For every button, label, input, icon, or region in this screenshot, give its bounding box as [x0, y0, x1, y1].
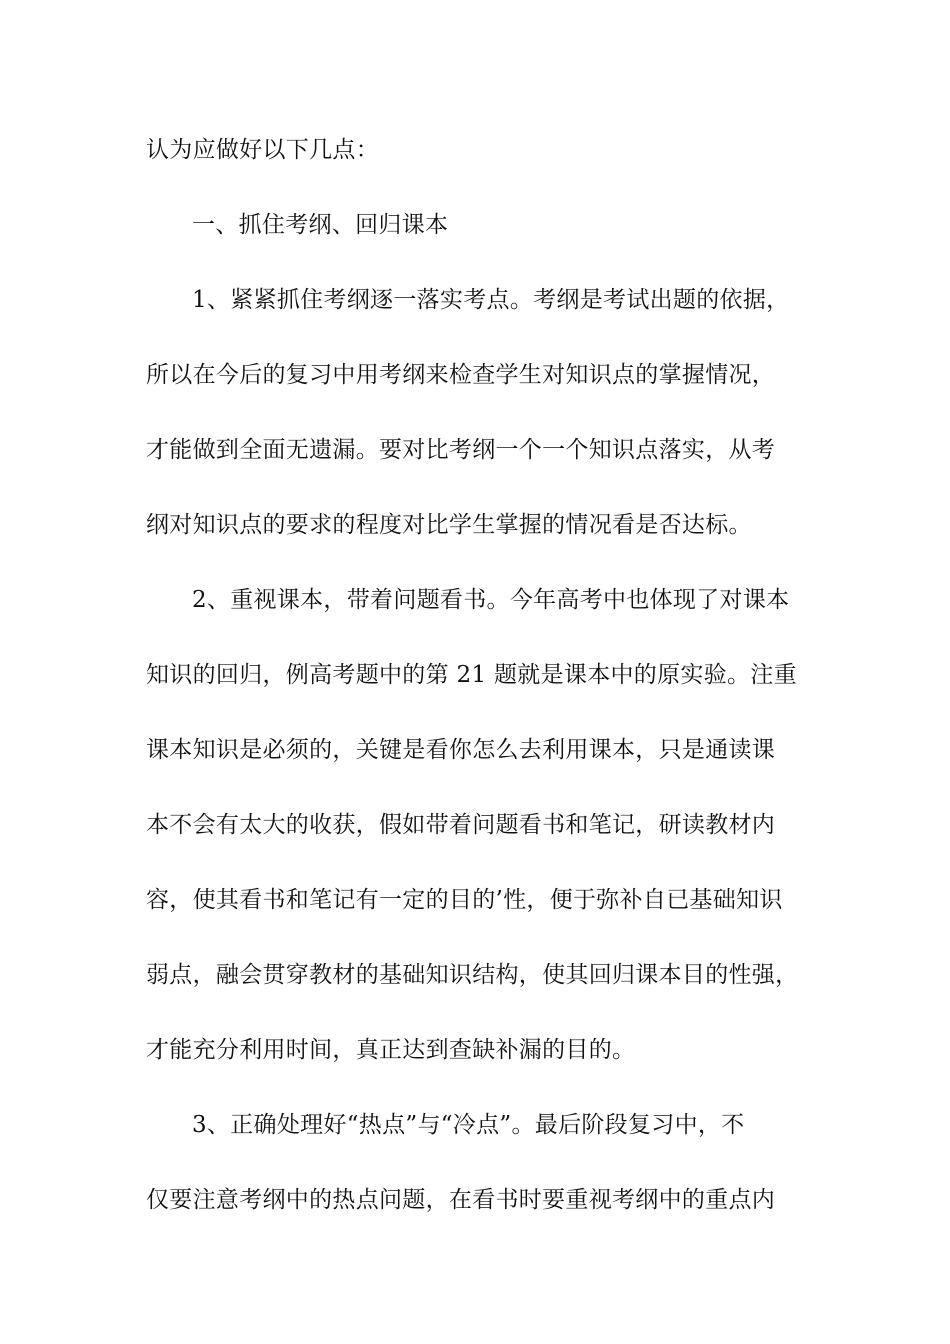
text-line-13: 才能充分利用时间，真正达到查缺补漏的目的。	[146, 1037, 636, 1063]
text-line-9: 课本知识是必须的，关键是看你怎么去利用课本，只是通读课	[146, 737, 776, 763]
text-line-6: 纲对知识点的要求的程度对比学生掌握的情况看是否达标。	[146, 512, 752, 538]
text-line-14: 3、正确处理好“热点”与“冷点”。最后阶段复习中，不	[192, 1112, 745, 1138]
text-line-5: 才能做到全面无遗漏。要对比考纲一个一个知识点落实，从考	[146, 437, 776, 463]
text-line-10: 本不会有太大的收获，假如带着问题看书和笔记，研读教材内	[146, 812, 776, 838]
text-line-7: 2、重视课本，带着问题看书。今年高考中也体现了对课本	[192, 587, 790, 613]
text-line-12: 弱点，融会贯穿教材的基础知识结构，使其回归课本目的性强，	[146, 962, 799, 988]
text-line-4: 所以在今后的复习中用考纲来检查学生对知识点的掌握情况，	[146, 362, 776, 388]
text-line-8: 知识的回归，例高考题中的第 21 题就是课本中的原实验。注重	[146, 662, 797, 688]
section-heading: 一、抓住考纲、回归课本	[192, 212, 449, 238]
text-line-3: 1、紧紧抓住考纲逐一落实考点。考纲是考试出题的依据，	[192, 287, 790, 313]
text-line-11: 容，使其看书和笔记有一定的目的’性，便于弥补自已基础知识	[146, 887, 783, 913]
text-line-1: 认为应做好以下几点：	[146, 137, 379, 163]
text-line-15: 仅要注意考纲中的热点问题，在看书时要重视考纲中的重点内	[146, 1187, 776, 1213]
